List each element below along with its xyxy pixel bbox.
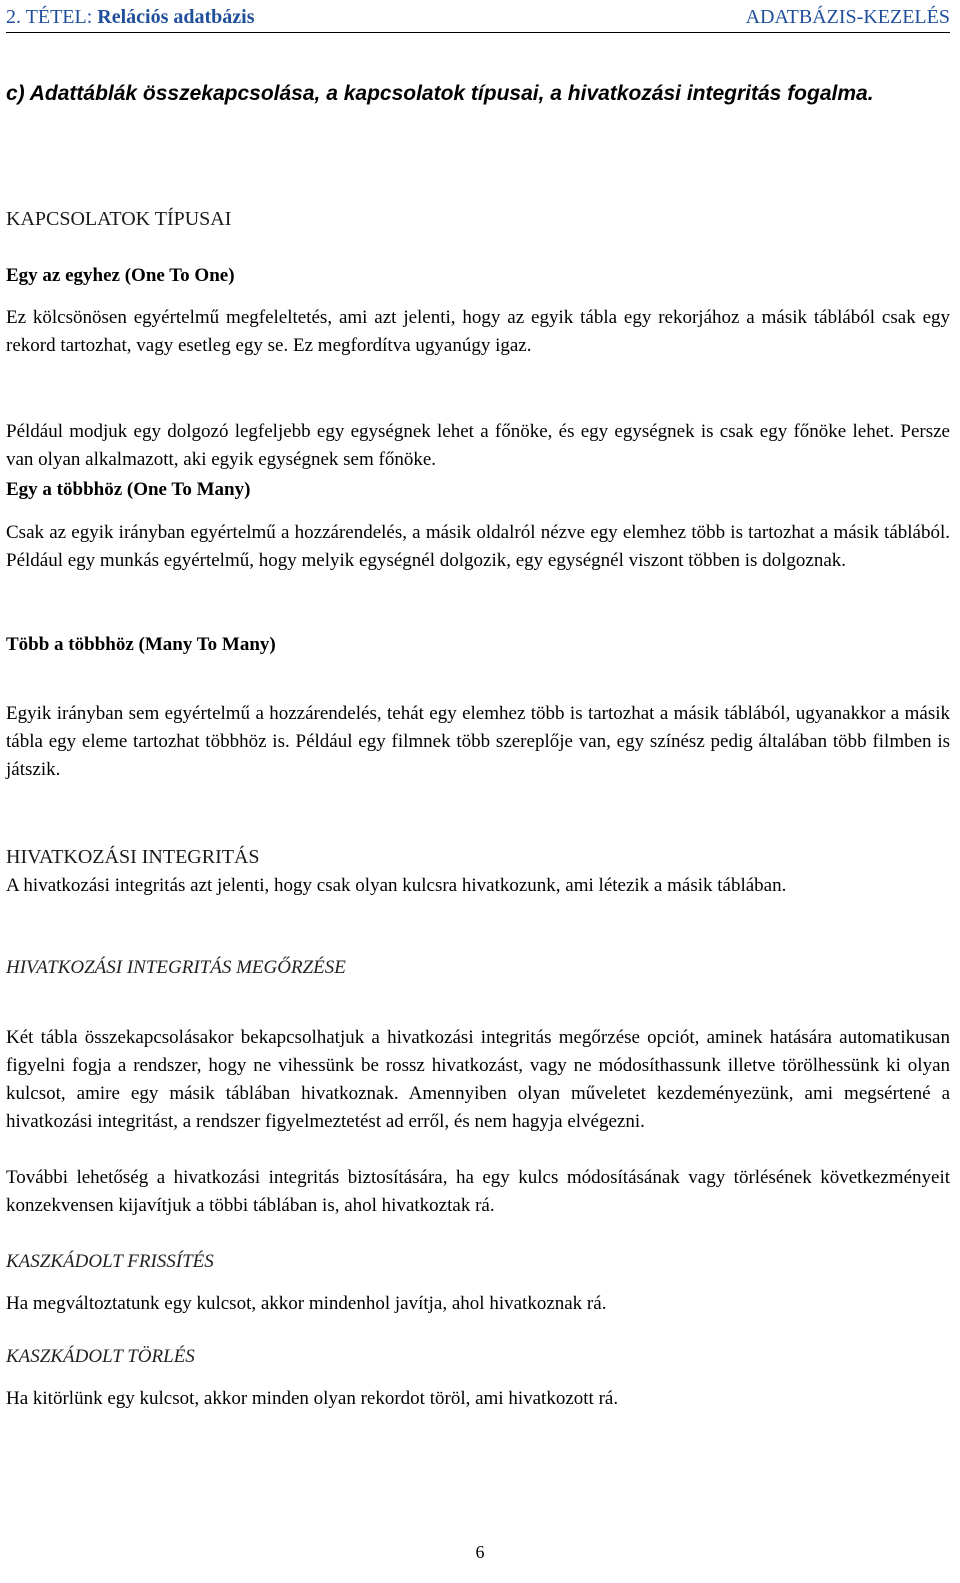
many-to-many-paragraph: Egyik irányban sem egyértelmű a hozzárendelés, tehát egy elemhez több is tartozhat a másik táblából, ugyanakkor a másik tábla egy eleme tartozhat többhöz is. Például egy filmnek több szereplője van, egy színész pedig általában több filmben is játszik.	[6, 703, 950, 780]
page-header	[6, 4, 950, 33]
page-number: 6	[475, 1542, 485, 1562]
many-to-many-heading: Több a többhöz (Many To Many)	[6, 634, 276, 655]
one-to-many-heading: Egy a többhöz (One To Many)	[6, 479, 251, 500]
one-to-one-heading: Egy az egyhez (One To One)	[6, 265, 235, 286]
one-to-one-paragraph-1: Ez kölcsönösen egyértelmű megfeleltetés, ami azt jelenti, hogy az egyik tábla egy rekorjához a másik táblából csak egy rekord tartozhat, vagy esetleg egy se. Ez megfordítva ugyanúgy igaz.	[6, 307, 950, 356]
integritas-paragraph: A hivatkozási integritás azt jelenti, hogy csak olyan kulcsra hivatkozunk, ami létezik a másik táblában.	[6, 875, 787, 896]
frissites-heading: KASZKÁDOLT FRISSÍTÉS	[6, 1251, 214, 1272]
integritas-heading: HIVATKOZÁSI INTEGRITÁS	[6, 846, 260, 868]
section-title: c) Adattáblák összekapcsolása, a kapcsolatok típusai, a hivatkozási integritás fogalma.	[6, 82, 874, 105]
megorzes-heading: HIVATKOZÁSI INTEGRITÁS MEGŐRZÉSE	[6, 957, 346, 978]
megorzes-paragraph-1: Két tábla összekapcsolásakor bekapcsolhatjuk a hivatkozási integritás megőrzése opciót, aminek hatására automatikusan figyelni fogja a rendszer, hogy ne vihessünk be rossz hivatkozást, vagy ne módosíthassunk illetve törölhessünk ki olyan kulcsot, amire egy másik táblában hivatkoznak. Amennyiben olyan műveletet kezdeményezünk, ami megsértené a hivatkozási integritást, a rendszer figyelmeztetést ad erről, és nem hagyja elvégezni.	[6, 1027, 950, 1132]
one-to-one-paragraph-2: Például modjuk egy dolgozó legfeljebb egy egységnek lehet a főnöke, és egy egységnek is csak egy főnöke lehet. Persze van olyan alkalmazott, aki egyik egységnek sem főnöke.	[6, 421, 950, 470]
header-subject: ADATBÁZIS-KEZELÉS	[745, 6, 950, 28]
header-chapter: 2. TÉTEL:	[6, 6, 98, 28]
megorzes-paragraph-2: További lehetőség a hivatkozási integritás biztosítására, ha egy kulcs módosításának vagy törlésének következményeit konzekvensen kijavítjuk a többi táblában is, ahol hivatkoztak rá.	[6, 1167, 950, 1216]
header-topic: Relációs adatbázis	[97, 6, 255, 28]
frissites-paragraph: Ha megváltoztatunk egy kulcsot, akkor mindenhol javítja, ahol hivatkoznak rá.	[6, 1293, 607, 1314]
header-left	[6, 6, 255, 29]
torles-paragraph: Ha kitörlünk egy kulcsot, akkor minden olyan rekordot töröl, ami hivatkozott rá.	[6, 1388, 619, 1409]
torles-heading: KASZKÁDOLT TÖRLÉS	[6, 1346, 195, 1367]
one-to-many-paragraph: Csak az egyik irányban egyértelmű a hozzárendelés, a másik oldalról nézve egy elemhez több is tartozhat a másik táblából. Például egy munkás egyértelmű, hogy melyik egységnél dolgozik, egy egységnél viszont többen is dolgoznak.	[6, 522, 950, 571]
kapcsolatok-heading: KAPCSOLATOK TÍPUSAI	[6, 208, 232, 230]
